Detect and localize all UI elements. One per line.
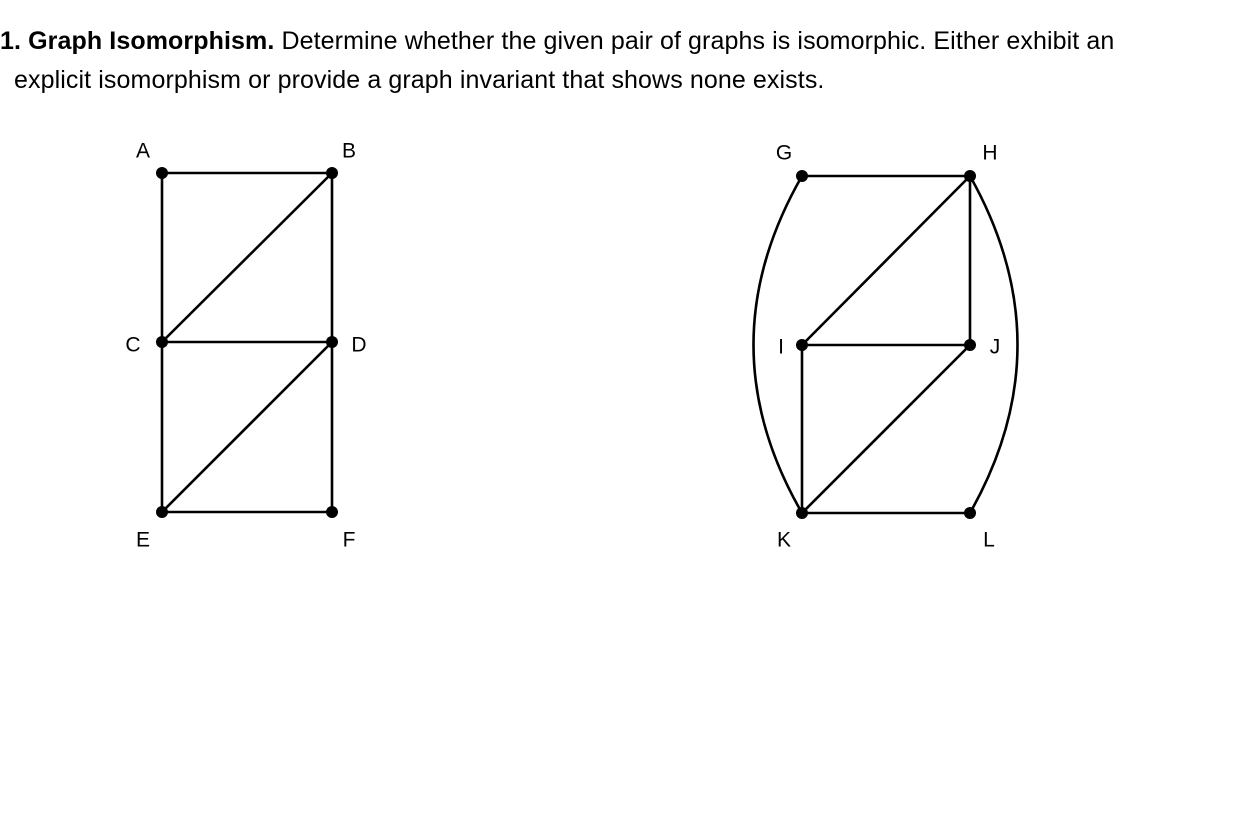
vertex-a — [156, 167, 168, 179]
edge-d-e — [162, 342, 332, 512]
edge-h-i — [802, 176, 970, 345]
vertex-j — [964, 339, 976, 351]
vertex-label-k: K — [776, 528, 792, 552]
problem-number: 1. — [0, 27, 22, 55]
vertex-label-b: B — [341, 139, 357, 163]
vertex-c — [156, 336, 168, 348]
vertex-h — [964, 170, 976, 182]
vertex-g — [796, 170, 808, 182]
vertex-label-d: D — [351, 333, 367, 357]
vertex-k — [796, 507, 808, 519]
vertex-label-f: F — [342, 528, 356, 552]
vertex-label-l: L — [983, 528, 995, 552]
vertex-label-c: C — [125, 333, 141, 357]
vertex-d — [326, 336, 338, 348]
graph-1 — [125, 140, 366, 552]
vertex-label-a: A — [135, 139, 151, 163]
edge-b-c — [162, 173, 332, 342]
problem-title: Graph Isomorphism. — [28, 27, 275, 55]
vertex-label-g: G — [775, 141, 793, 165]
graph-2 — [754, 142, 1018, 552]
vertex-label-h: H — [982, 141, 998, 165]
vertex-label-e: E — [135, 528, 151, 552]
vertex-b — [326, 167, 338, 179]
vertex-l — [964, 507, 976, 519]
vertex-i — [796, 339, 808, 351]
vertex-label-i: I — [778, 335, 784, 359]
problem-text-line-2: explicit isomorphism or provide a graph invariant that shows none exists. — [14, 66, 825, 94]
vertex-f — [326, 506, 338, 518]
problem-text-line-1: Determine whether the given pair of graphs is isomorphic. Either exhibit an — [274, 27, 1115, 55]
vertex-label-j: J — [989, 335, 1001, 359]
edge-j-k — [802, 345, 970, 513]
vertex-e — [156, 506, 168, 518]
